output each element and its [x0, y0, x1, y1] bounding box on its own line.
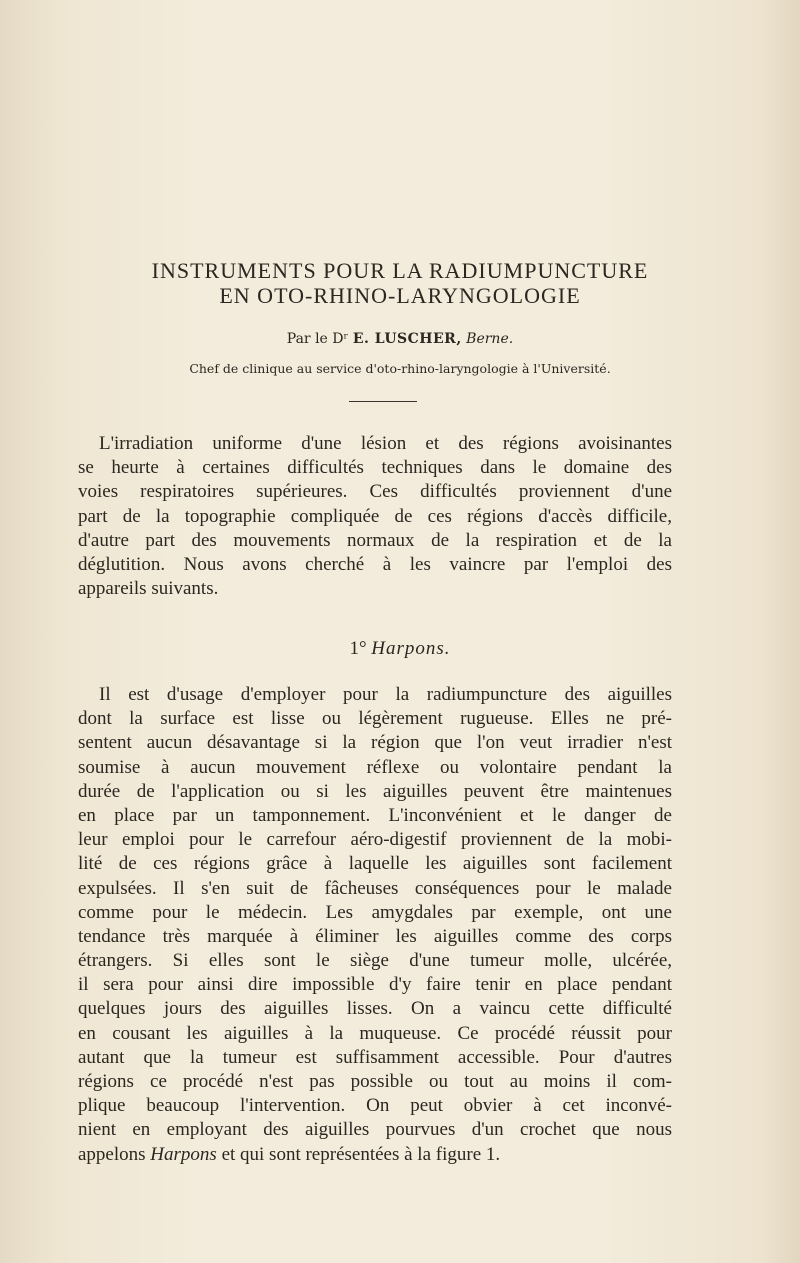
text-line: déglutition. Nous avons cherché à les vaincre par l'emploi des: [78, 553, 672, 575]
text-line: part de la topographie compliquée de ces régions d'accès difficile,: [78, 505, 672, 527]
byline-prefix: Par le Dʳ: [286, 331, 349, 347]
text-line: expulsées. Il s'en suit de fâcheuses conséquences pour le malade: [78, 877, 672, 899]
final-line-start: appelons: [78, 1143, 146, 1165]
author-name: E. LUSCHER,: [352, 331, 462, 347]
text-line: nient en employant des aiguilles pourvues d'un crochet que nous: [78, 1119, 672, 1141]
article-title: [0, 258, 800, 308]
text-line: leur emploi pour le carrefour aéro-digestif proviennent de la mobi-: [78, 829, 672, 851]
section-number: 1°: [349, 638, 367, 659]
section-heading: [0, 638, 800, 660]
text-line: plique beaucoup l'intervention. On peut obvier à cet inconvé-: [78, 1095, 672, 1117]
text-line: comme pour le médecin. Les amygdales par exemple, ont une: [78, 901, 672, 923]
section-title: Harpons.: [371, 638, 451, 659]
final-line-italic-term: Harpons: [150, 1143, 217, 1165]
text-line: il sera pour ainsi dire impossible d'y faire tenir en place pendant: [78, 974, 672, 996]
title-divider: [349, 401, 417, 402]
text-line: régions ce procédé n'est pas possible ou tout au moins il com-: [78, 1071, 672, 1092]
text-line: dont la surface est lisse ou légèrement rugueuse. Elles ne pré-: [78, 708, 672, 730]
text-line: Il est d'usage d'employer pour la radiumpuncture des aiguilles: [99, 684, 672, 705]
text-line: durée de l'application ou si les aiguilles peuvent être maintenues: [78, 780, 672, 802]
text-line: se heurte à certaines difficultés techniques dans le domaine des: [78, 457, 672, 479]
text-line: lité de ces régions grâce à laquelle les aiguilles sont facilement: [78, 853, 672, 875]
author-city: Berne.: [466, 331, 514, 347]
byline: [0, 331, 800, 347]
text-line: en cousant les aiguilles à la muqueuse. Ce procédé réussit pour: [78, 1022, 672, 1044]
text-line: soumise à aucun mouvement réflexe ou volontaire pendant la: [78, 756, 672, 778]
text-line: tendance très marquée à éliminer les aiguilles comme des corps: [78, 925, 672, 947]
text-line: voies respiratoires supérieures. Ces difficultés proviennent d'une: [78, 481, 672, 503]
title-line-2: EN OTO-RHINO-LARYNGOLOGIE: [219, 283, 581, 308]
final-line-end: et qui sont représentées à la figure 1.: [221, 1143, 501, 1165]
text-line: quelques jours des aiguilles lisses. On a vaincu cette difficulté: [78, 998, 672, 1020]
text-line: autant que la tumeur est suffisamment accessible. Pour d'autres: [78, 1046, 672, 1068]
section-paragraph: [78, 683, 672, 1167]
text-line: étrangers. Si elles sont le siège d'une tumeur molle, ulcérée,: [78, 950, 672, 972]
text-line: d'autre part des mouvements normaux de la respiration et de la: [78, 529, 672, 551]
text-line: sentent aucun désavantage si la région que l'on veut irradier n'est: [78, 732, 672, 754]
intro-paragraph: [78, 432, 672, 601]
text-line: appareils suivants.: [78, 578, 219, 600]
text-line: en place par un tamponnement. L'inconvénient et le danger de: [78, 804, 672, 826]
title-line-1: INSTRUMENTS POUR LA RADIUMPUNCTURE: [151, 258, 649, 283]
text-line: L'irradiation uniforme d'une lésion et des régions avoisinantes: [99, 433, 672, 454]
author-affiliation: Chef de clinique au service d'oto-rhino-laryngologie à l'Université.: [189, 361, 611, 376]
text-line-final: [78, 1143, 672, 1167]
